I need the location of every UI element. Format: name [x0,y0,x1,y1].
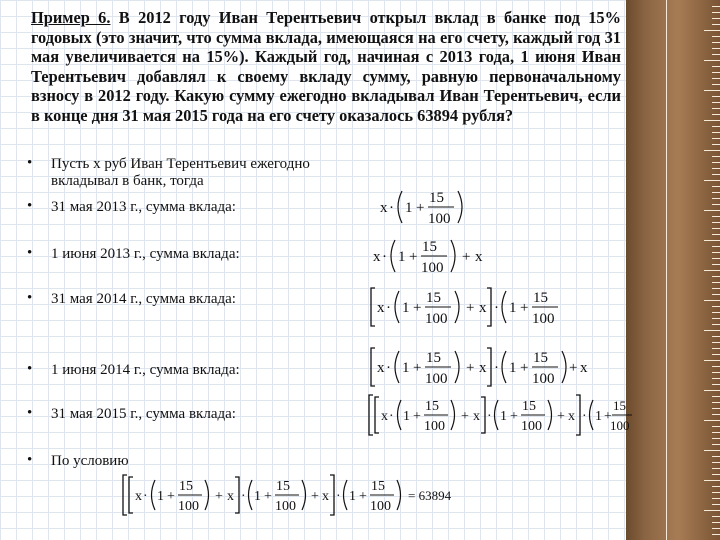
wooden-ruler-decoration [626,0,720,540]
ruler-tick [712,138,720,139]
ruler-tick [704,330,720,331]
right-paren [302,480,306,510]
fraction-denominator: 100 [425,311,448,327]
left-bracket [371,288,375,326]
ruler-tick [712,126,720,127]
bullet-marker: • [27,405,33,421]
ruler-tick [712,72,720,73]
plus-sign: + [264,489,272,504]
dot-sign: · [143,489,148,504]
right-paren [451,400,455,430]
ruler-tick [704,510,720,511]
ruler-tick [704,270,720,271]
ruler-tick [704,450,720,451]
ruler-tick [712,234,720,235]
ruler-tick [712,282,720,283]
problem-label: Пример 6. [31,8,111,27]
right-paren [205,480,209,510]
ruler-tick [712,408,720,409]
var-x: x [373,249,381,265]
fraction-numerator: 15 [533,290,548,306]
fraction-denominator: 100 [424,419,445,434]
ruler-tick [712,216,720,217]
var-x: x [322,489,329,504]
left-paren [495,400,499,430]
ruler-tick [704,390,720,391]
dot-sign: · [241,489,246,504]
formula-june-2014 [368,344,588,390]
ruler-tick [712,534,720,535]
fraction-numerator: 15 [425,399,439,414]
right-paren [548,400,552,430]
var-x: x [135,489,142,504]
step-may-2013: 31 мая 2013 г., сумма вклада: [51,199,236,215]
fraction-denominator: 100 [275,499,296,514]
plus-sign: + [359,489,367,504]
problem-text: В 2012 году Иван Терентьевич открыл вклад в банке под 15% годовых (это значит, что сумма вклада, имеющаяся на его счету, каждый год 31 мая увеличивается на 15%). Каждый год, начиная с 2013 года, 1 июня Иван Терентьевич добавлял к своему вкладу сумму, равную первоначальному взносу в 2012 году. Какую сумму ежегодно вкладывал Иван Терентьевич, если в конце дня 31 мая 2015 года на его счету оказалось 63894 рубля? [31,8,621,125]
ruler-tick [712,402,720,403]
plus-sign: + [413,360,422,376]
plus-sign: + [466,300,475,316]
dot-sign: · [582,409,587,424]
fraction-numerator: 15 [522,399,536,414]
ruler-tick [712,108,720,109]
one-digit: 1 [254,489,261,504]
left-paren [344,480,348,510]
right-bracket [487,348,491,386]
var-x: x [568,409,575,424]
step-june-2014: 1 июня 2014 г., сумма вклада: [51,362,240,378]
left-paren [398,400,402,430]
ruler-tick [712,336,720,337]
right-bracket [481,397,485,433]
left-paren [502,291,506,323]
bullet-marker: • [27,452,33,468]
ruler-tick [712,18,720,19]
ruler-edge-line [666,0,667,540]
fraction-denominator: 100 [425,371,448,387]
ruler-tick [712,498,720,499]
step-may-2015: 31 мая 2015 г., сумма вклада: [51,406,236,422]
ruler-tick [712,192,720,193]
fraction-numerator: 15 [426,290,441,306]
var-x: x [479,360,487,376]
dot-sign: · [382,249,387,265]
ruler-tick [712,12,720,13]
step-may-2014: 31 мая 2014 г., сумма вклада: [51,291,236,307]
ruler-tick [712,324,720,325]
var-x: x [479,300,487,316]
fraction-numerator: 15 [371,479,385,494]
ruler-tick [712,312,720,313]
plus-sign: + [557,409,565,424]
left-paren [391,240,395,272]
one-digit: 1 [500,409,507,424]
var-x: x [580,360,588,376]
ruler-tick [712,522,720,523]
left-bracket [375,397,379,433]
ruler-tick [712,102,720,103]
var-x: x [377,360,385,376]
ruler-tick [712,318,720,319]
right-bracket [487,288,491,326]
plus-sign: + [416,200,425,216]
fraction-denominator: 100 [532,371,555,387]
fraction-denominator: 100 [610,418,630,433]
ruler-tick [704,60,720,61]
fraction-numerator: 15 [533,350,548,366]
plus-sign: + [311,489,319,504]
plus-sign: + [520,300,529,316]
ruler-tick [712,276,720,277]
left-bracket [129,477,133,513]
ruler-tick [712,264,720,265]
left-paren [502,351,506,383]
bullet-marker: • [27,198,33,214]
ruler-tick [712,114,720,115]
fraction-denominator: 100 [521,419,542,434]
one-digit: 1 [398,249,406,265]
ruler-tick [712,48,720,49]
right-paren [455,291,459,323]
dot-sign: · [389,409,394,424]
ruler-tick [712,36,720,37]
fraction-numerator: 15 [429,190,444,206]
ruler-tick [712,492,720,493]
dot-sign: · [386,360,391,376]
bullet-marker: • [27,155,33,171]
var-x: x [227,489,234,504]
ruler-tick [712,96,720,97]
ruler-tick [712,24,720,25]
ruler-tick [712,6,720,7]
ruler-tick [712,246,720,247]
ruler-tick [712,432,720,433]
one-digit: 1 [595,409,602,424]
ruler-tick [704,300,720,301]
step-condition: По условию [51,453,129,469]
ruler-tick [712,444,720,445]
ruler-tick [712,174,720,175]
outer-left-bracket [369,395,373,435]
step-intro: Пусть х руб Иван Терентьевич ежегодно вкладывал в банк, тогда [51,156,310,189]
ruler-tick [712,414,720,415]
formula-june-2013 [371,234,491,278]
dot-sign: · [494,360,499,376]
right-paren [397,480,401,510]
ruler-tick [704,180,720,181]
ruler-tick [712,78,720,79]
var-x: x [473,409,480,424]
right-paren [562,351,566,383]
result-value: = 63894 [408,488,452,503]
dot-sign: · [389,200,394,216]
outer-right-bracket [576,395,580,435]
left-bracket [371,348,375,386]
dot-sign: · [336,489,341,504]
left-paren [395,291,399,323]
ruler-tick [712,528,720,529]
fraction-numerator: 15 [613,398,626,413]
ruler-tick [704,120,720,121]
bullet-marker: • [27,361,33,377]
ruler-tick [712,66,720,67]
ruler-tick [712,504,720,505]
var-x: x [380,200,388,216]
plus-sign: + [520,360,529,376]
ruler-tick [712,42,720,43]
plus-sign: + [215,489,223,504]
ruler-tick [712,288,720,289]
ruler-tick [712,84,720,85]
ruler-tick [712,132,720,133]
fraction-numerator: 15 [422,239,437,255]
ruler-tick [712,384,720,385]
fraction-numerator: 15 [179,479,193,494]
one-digit: 1 [157,489,164,504]
ruler-tick [712,156,720,157]
ruler-tick [712,516,720,517]
var-x: x [381,409,388,424]
ruler-tick [712,468,720,469]
ruler-tick [712,186,720,187]
dot-sign: · [487,409,492,424]
ruler-tick [704,360,720,361]
ruler-tick [712,306,720,307]
ruler-tick [712,348,720,349]
left-paren [398,191,402,223]
ruler-tick [712,222,720,223]
right-bracket [235,477,239,513]
right-paren [455,351,459,383]
plus-sign: + [461,409,469,424]
ruler-tick [712,162,720,163]
problem-statement [31,8,621,126]
left-paren [590,400,594,430]
ruler-tick [712,378,720,379]
ruler-tick [712,228,720,229]
plus-sign: + [510,409,518,424]
one-digit: 1 [405,200,413,216]
one-digit: 1 [509,360,517,376]
right-paren [458,191,462,223]
ruler-tick [712,474,720,475]
ruler-tick [712,486,720,487]
dot-sign: · [386,300,391,316]
plus-sign: + [466,360,475,376]
var-x: x [475,249,483,265]
step-june-2013: 1 июня 2013 г., сумма вклада: [51,246,240,262]
plus-sign: + [167,489,175,504]
right-paren [451,240,455,272]
one-digit: 1 [349,489,356,504]
ruler-tick [704,210,720,211]
ruler-tick [712,366,720,367]
formula-condition [120,472,460,518]
ruler-tick [712,396,720,397]
ruler-tick [712,294,720,295]
left-paren [152,480,156,510]
outer-left-bracket [123,475,127,515]
plus-sign: + [569,360,578,376]
ruler-tick [704,30,720,31]
ruler-tick [704,420,720,421]
ruler-tick [712,258,720,259]
bullet-marker: • [27,245,33,261]
one-digit: 1 [403,409,410,424]
ruler-tick [712,342,720,343]
plus-sign: + [462,249,471,265]
var-x: x [377,300,385,316]
ruler-tick [712,372,720,373]
dot-sign: · [494,300,499,316]
ruler-tick [704,240,720,241]
ruler-tick [712,54,720,55]
left-paren [249,480,253,510]
fraction-denominator: 100 [370,499,391,514]
ruler-tick [712,438,720,439]
ruler-tick [712,354,720,355]
ruler-tick [712,456,720,457]
formula-may-2015 [366,392,632,438]
fraction-denominator: 100 [421,260,444,276]
fraction-numerator: 15 [276,479,290,494]
fraction-denominator: 100 [532,311,555,327]
one-digit: 1 [402,360,410,376]
ruler-tick [704,480,720,481]
ruler-tick [712,168,720,169]
left-paren [395,351,399,383]
ruler-tick [712,252,720,253]
fraction-denominator: 100 [178,499,199,514]
ruler-tick [712,144,720,145]
bullet-marker: • [27,290,33,306]
outer-right-bracket [330,475,334,515]
ruler-tick [704,90,720,91]
plus-sign: + [604,409,612,424]
formula-may-2013 [378,185,468,229]
fraction-denominator: 100 [428,211,451,227]
ruler-tick [712,462,720,463]
one-digit: 1 [509,300,517,316]
ruler-tick [712,198,720,199]
formula-may-2014 [368,284,558,330]
ruler-tick [712,426,720,427]
ruler-tick [712,204,720,205]
fraction-numerator: 15 [426,350,441,366]
one-digit: 1 [402,300,410,316]
plus-sign: + [413,300,422,316]
plus-sign: + [413,409,421,424]
plus-sign: + [409,249,418,265]
ruler-tick [704,150,720,151]
